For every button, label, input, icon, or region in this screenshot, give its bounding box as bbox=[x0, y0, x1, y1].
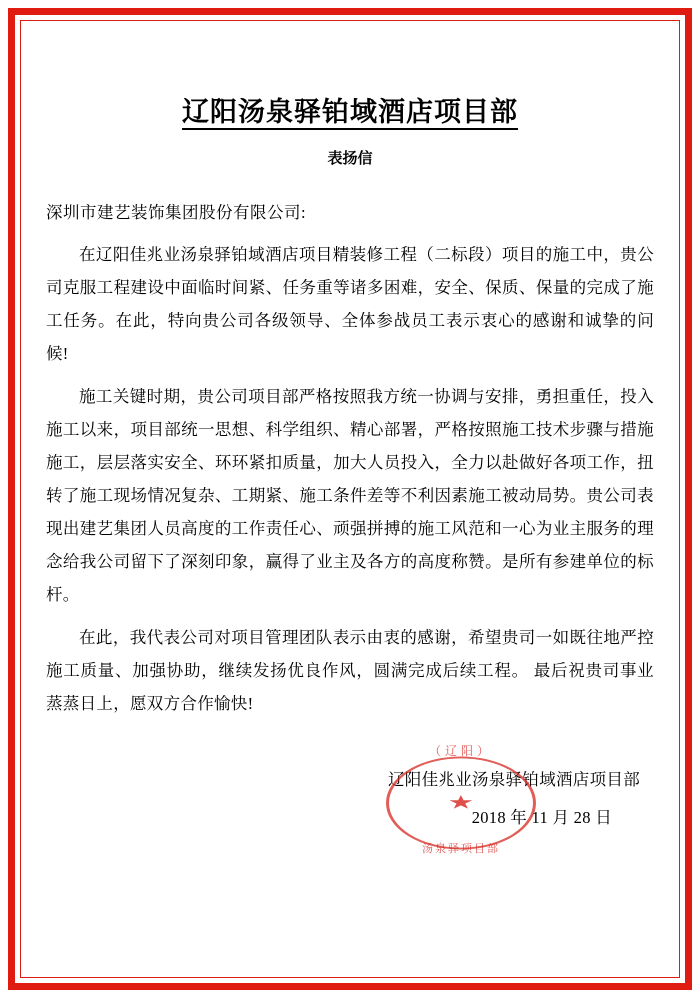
company-seal-stamp bbox=[386, 728, 536, 878]
signature-organization: 辽阳佳兆业汤泉驿铂域酒店项目部 bbox=[388, 769, 640, 789]
signature-block bbox=[46, 743, 654, 855]
page-title: 辽阳汤泉驿铂域酒店项目部 bbox=[182, 97, 518, 127]
document-subtitle: 表扬信 bbox=[327, 150, 373, 167]
seal-bottom-text: 汤泉驿项目部 bbox=[422, 842, 500, 855]
letter-content bbox=[46, 60, 654, 958]
signature-date: 2018 年 11 月 28 日 bbox=[471, 807, 612, 827]
body-paragraph-3: 在此，我代表公司对项目管理团队表示由衷的感谢，希望贵司一如既往地严控施工质量、加强协助，继续发扬优良作风，圆满完成后续工程。 最后祝贵司事业蒸蒸日上，愿双方合作愉快! bbox=[46, 627, 654, 713]
body-paragraph-2: 施工关键时期，贵公司项目部严格按照我方统一协调与安排，勇担重任，投入施工以来，项目部统一思想、科学组织、精心部署，严格按照施工技术步骤与措施施工，层层落实安全、环环紧扣质量，加大人员投入，全力以赴做好各项工作，扭转了施工现场情况复杂、工期紧、施工条件差等不利因素施工被动局势。贵公司表现出建艺集团人员高度的工作责任心、顽强拼搏的施工风范和一心为业主服务的理念给我公司留下了深刻印象，赢得了业主及各方的高度称赞。是所有参建单位的标杆。 bbox=[46, 386, 654, 604]
body-paragraph-1: 在辽阳佳兆业汤泉驿铂域酒店项目精装修工程（二标段）项目的施工中，贵公司克服工程建设中面临时间紧、任务重等诸多困难，安全、保质、保量的完成了施工任务。在此，特向贵公司各级领导、全体参战员工表示衷心的感谢和诚挚的问候! bbox=[46, 244, 654, 363]
seal-top-text: （辽阳） bbox=[428, 743, 494, 758]
recipient-line: 深圳市建艺装饰集团股份有限公司: bbox=[46, 203, 307, 222]
star-icon: ★ bbox=[447, 792, 475, 813]
